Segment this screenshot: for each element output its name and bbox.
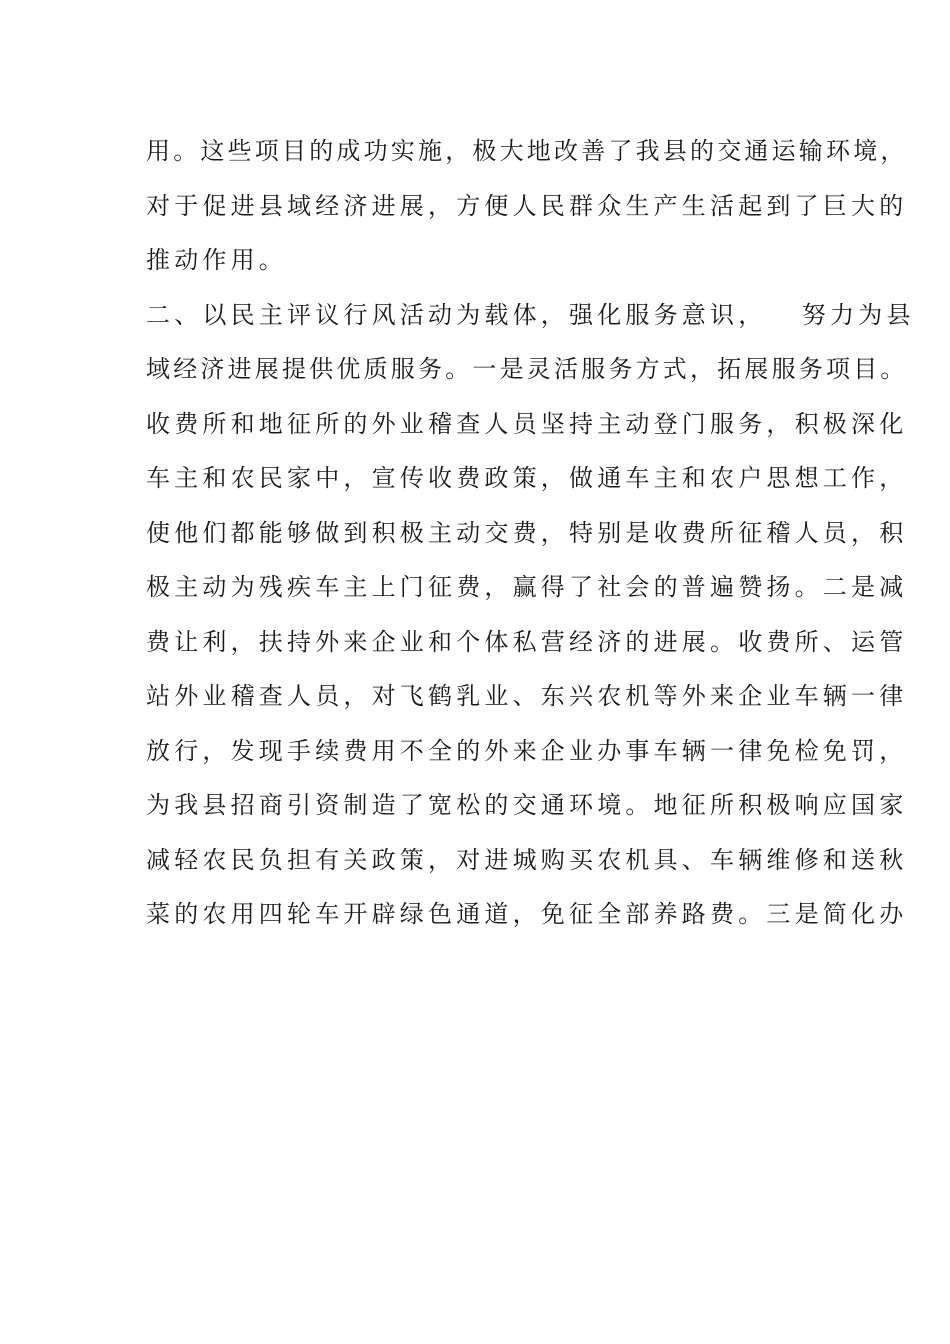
text-line: 菜的农用四轮车开辟绿色通道，免征全部养路费。三是简化办 xyxy=(146,900,908,928)
body-text xyxy=(146,128,915,946)
text-line: 站外业稽查人员，对飞鹤乳业、东兴农机等外来企业车辆一律 xyxy=(146,682,908,710)
text-line: 车主和农民家中，宣传收费政策，做通车主和农户思想工作， xyxy=(146,464,908,492)
text-line: 收费所和地征所的外业稽查人员坚持主动登门服务，积极深化 xyxy=(146,409,908,438)
text-line: 为我县招商引资制造了宽松的交通环境。地征所积极响应国家 xyxy=(146,791,908,819)
text-line: 减轻农民负担有关政策，对进城购买农机具、车辆维修和送秋 xyxy=(146,845,908,874)
text-line: 对于促进县域经济进展，方便人民群众生产生活起到了巨大的 xyxy=(146,191,908,220)
text-line: 二、以民主评议行风活动为载体，强化服务意识， 努力为县 xyxy=(146,300,915,329)
text-line: 使他们都能够做到积极主动交费，特别是收费所征稽人员，积 xyxy=(146,518,908,547)
text-line: 放行，发现手续费用不全的外来企业办事车辆一律免检免罚， xyxy=(146,736,908,765)
text-line: 域经济进展提供优质服务。一是灵活服务方式，拓展服务项目。 xyxy=(146,355,908,383)
text-line: 费让利，扶持外来企业和个体私营经济的进展。收费所、运管 xyxy=(146,627,908,656)
text-line: 用。这些项目的成功实施，极大地改善了我县的交通运输环境， xyxy=(146,137,908,165)
text-line: 推动作用。 xyxy=(146,246,287,274)
text-line: 极主动为残疾车主上门征费，赢得了社会的普遍赞扬。二是减 xyxy=(146,573,908,601)
